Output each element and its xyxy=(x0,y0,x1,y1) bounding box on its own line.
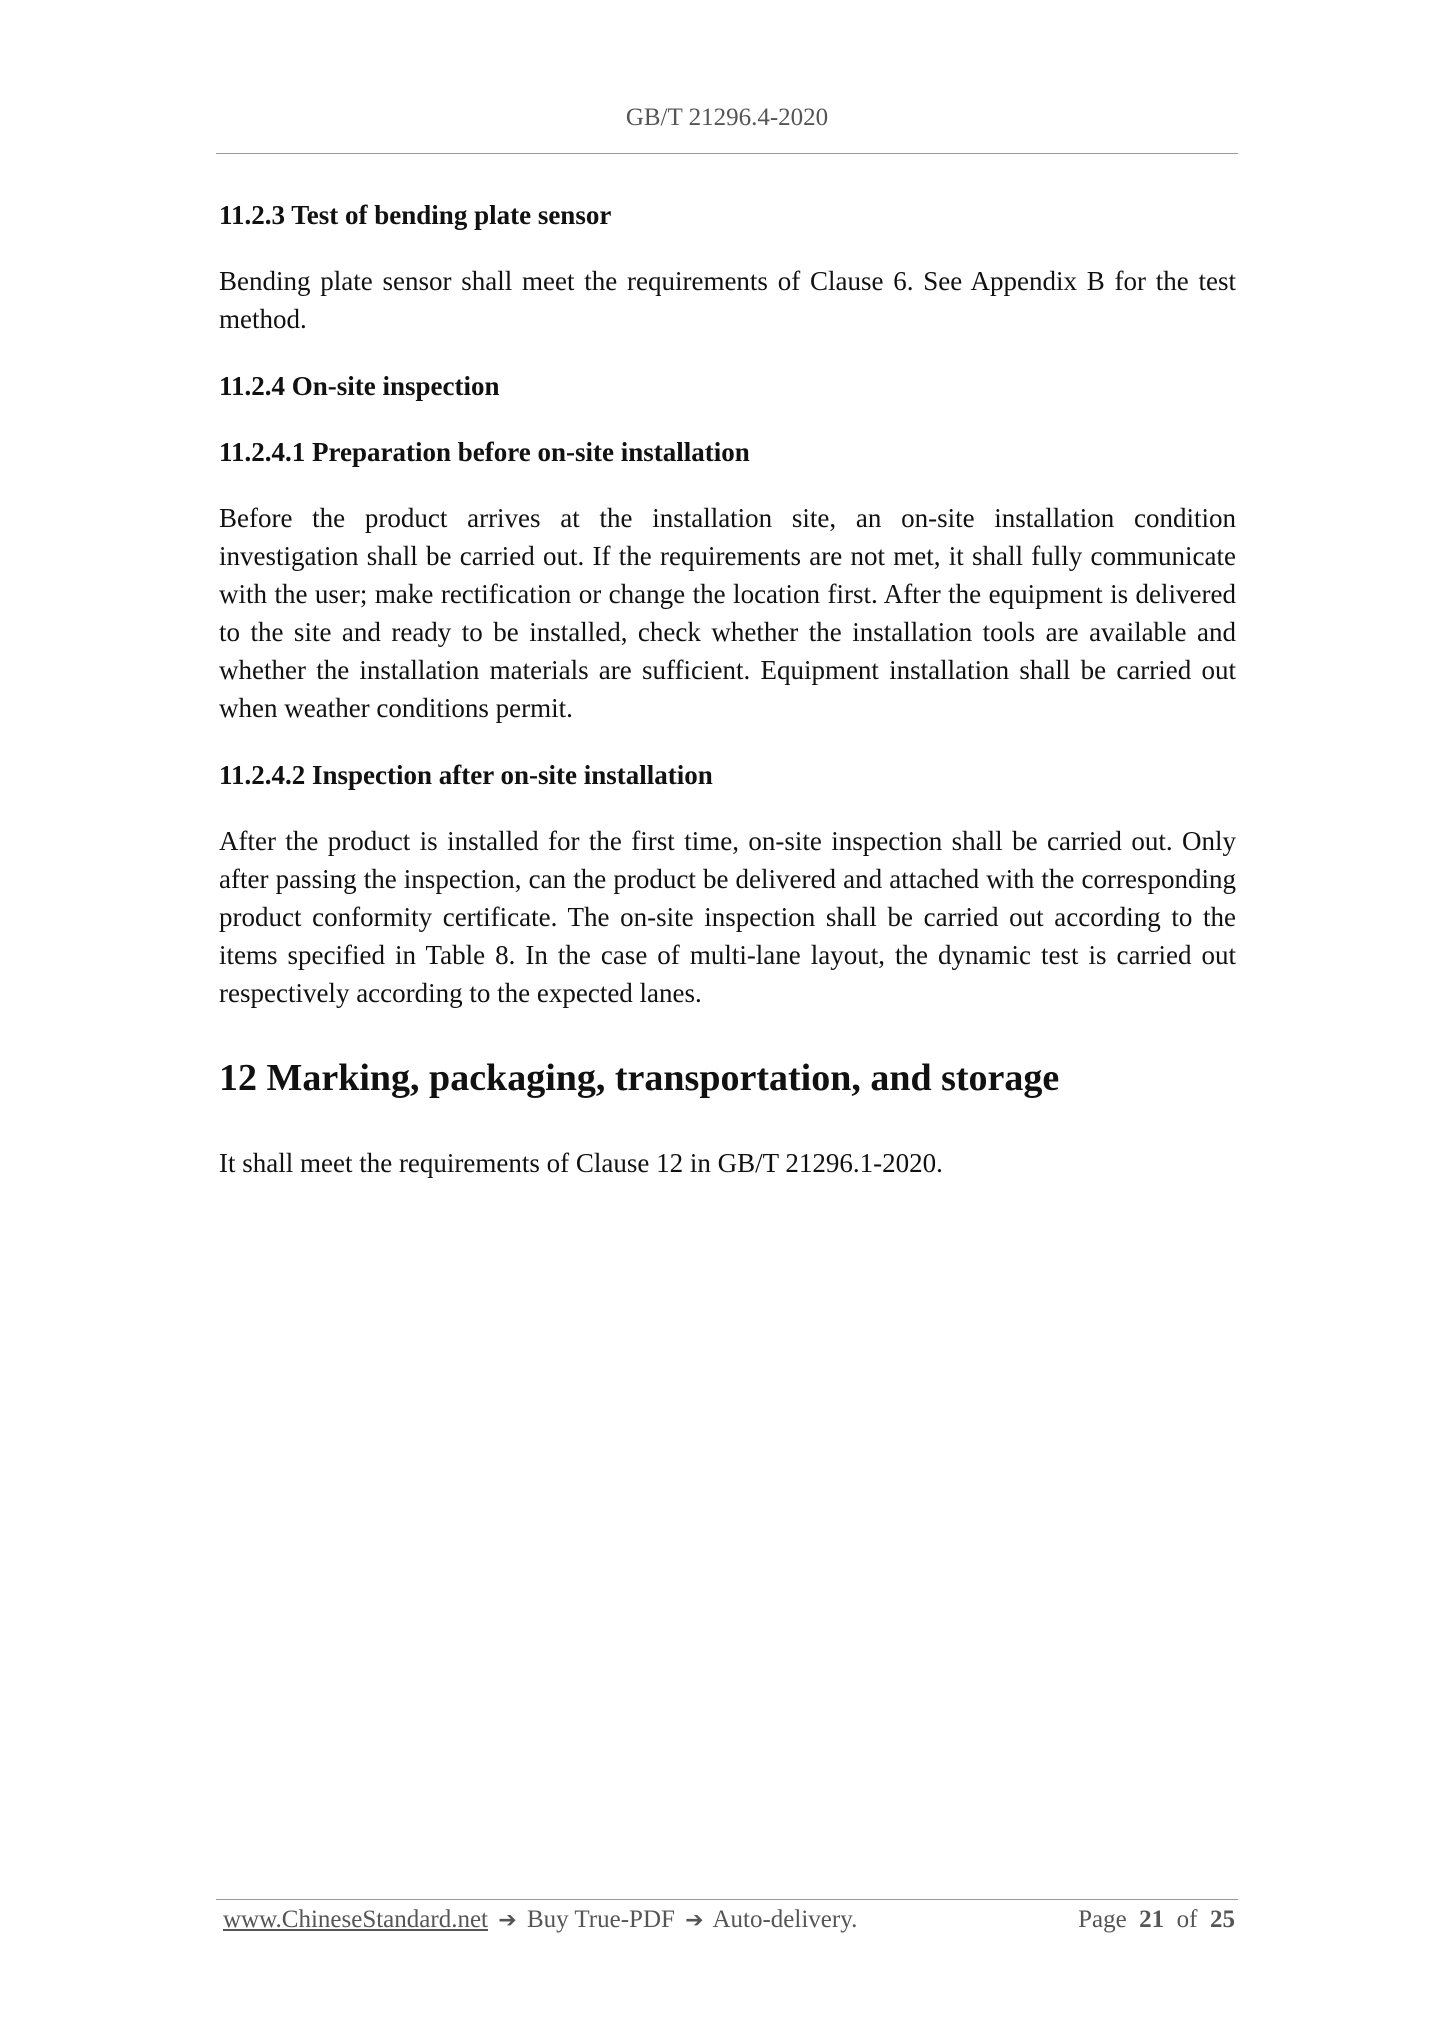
total-page-count: 25 xyxy=(1210,1906,1235,1933)
document-body xyxy=(219,196,1236,1211)
footer-divider xyxy=(216,1899,1238,1900)
section-11-2-4-2-paragraph: After the product is installed for the first time, on-site inspection shall be carried out. Only after passing the inspection, can the product be delivered and attached with the corresponding product conformity certificate. The on-site inspection shall be carried out according to the items specified in Table 8. In the case of multi-lane layout, the dynamic test is carried out respectively according to the expected lanes. xyxy=(219,826,1236,1008)
section-11-2-4-2-heading: 11.2.4.2 Inspection after on-site installation xyxy=(219,760,713,790)
running-header: GB/T 21296.4-2020 xyxy=(625,104,829,131)
section-11-2-4-heading: 11.2.4 On-site inspection xyxy=(219,371,500,401)
arrow-right-icon: ➔ xyxy=(685,1908,704,1933)
buy-true-pdf-text: Buy True-PDF xyxy=(526,1906,675,1933)
section-11-2-4-1-paragraph: Before the product arrives at the installation site, an on-site installation condition investigation shall be carried out. If the requirements are not met, it shall fully communicate with the user; make rectification or change the location first. After the equipment is delivered to the site and ready to be installed, check whether the installation tools are available and whether the installation materials are sufficient. Equipment installation shall be carried out when weather conditions permit. xyxy=(219,503,1236,723)
website-link[interactable]: www.ChineseStandard.net xyxy=(223,1906,488,1933)
page-footer xyxy=(223,1902,1235,1938)
section-11-2-4-1-heading: 11.2.4.1 Preparation before on-site installation xyxy=(219,437,750,467)
section-11-2-3-heading: 11.2.3 Test of bending plate sensor xyxy=(219,200,612,230)
current-page-number: 21 xyxy=(1139,1906,1165,1933)
footer-promo xyxy=(223,1902,857,1939)
page-of-label: of xyxy=(1176,1906,1198,1933)
arrow-right-icon: ➔ xyxy=(498,1908,517,1933)
page-number xyxy=(1078,1902,1235,1938)
section-12-paragraph: It shall meet the requirements of Clause 12 in GB/T 21296.1-2020. xyxy=(219,1148,943,1178)
header-divider xyxy=(216,153,1238,154)
section-11-2-3-paragraph: Bending plate sensor shall meet the requirements of Clause 6. See Appendix B for the test method. xyxy=(219,266,1236,334)
page-label: Page xyxy=(1078,1906,1127,1933)
section-12-heading: 12 Marking, packaging, transportation, and storage xyxy=(219,1057,1060,1099)
auto-delivery-text: Auto-delivery. xyxy=(712,1906,858,1933)
